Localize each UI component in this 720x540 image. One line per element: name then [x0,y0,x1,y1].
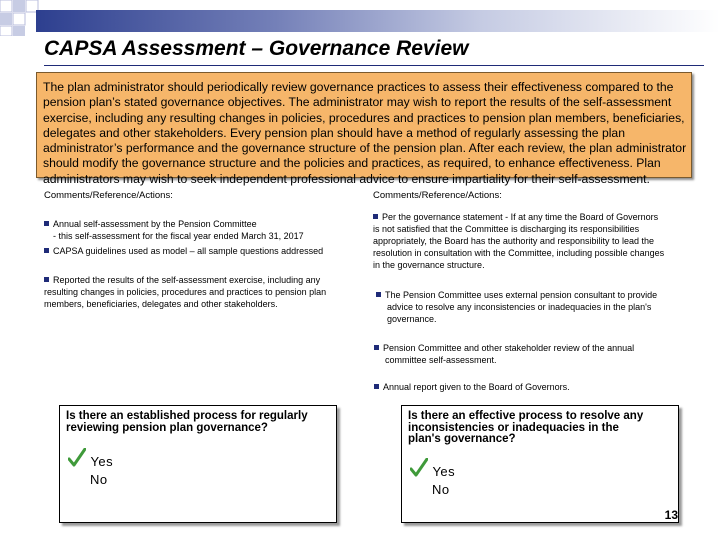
note-line [44,274,326,286]
note-text: governance. [387,314,437,324]
intro-line: pension plan’s stated governance objectives. The administrator may wish to report the results of the self-assessment [43,95,672,110]
square-bullet-icon [374,345,379,350]
note-text: members, beneficiaries, delegates and other stakeholders. [44,299,278,309]
question-line: reviewing pension plan governance? [66,421,268,434]
note-text: - this self-assessment for the fiscal year ended March 31, 2017 [53,231,304,241]
left-note-3 [44,274,326,310]
note-text: appropriately, the Board has the authority and responsibility to lead the [373,236,655,246]
note-line [373,211,664,223]
note-line [44,218,304,230]
square-bullet-icon [373,214,378,219]
page-number: 13 [664,508,678,522]
note-text: is not satisfied that the Committee is discharging its responsibilities [373,224,640,234]
square-bullet-icon [376,292,381,297]
note-line [374,342,634,354]
note-line [374,381,570,393]
right-note-2 [376,289,657,325]
checkmark-icon [410,458,428,478]
note-line [44,245,323,257]
note-text: The Pension Committee uses external pension consultant to provide [385,290,658,300]
right-note-1 [373,211,664,271]
no-label: No [90,472,108,487]
yes-label: Yes [432,463,456,479]
square-bullet-icon [44,248,49,253]
question-line: inconsistencies or inadequacies in the [408,421,619,434]
question-line: plan's governance? [408,433,516,445]
left-note-1 [44,218,304,242]
note-line [376,289,657,301]
yes-option [410,458,678,481]
intro-line: The plan administrator should periodically review governance practices to assess their effectiveness compared to the [43,80,674,94]
note-text: resolution in consultation with the Committee, including possible changes [373,248,665,258]
right-note-4 [374,381,570,393]
square-bullet-icon [374,384,379,389]
note-text: advice to resolve any inconsistencies or inadequacies in the plan's [387,302,652,312]
intro-line: should modify the governance structure and the policies and practices, as required, to enhance effectiveness. Plan [43,156,661,171]
note-text: Annual report given to the Board of Governors. [383,382,570,392]
note-text: Per the governance statement - If at any time the Board of Governors [382,212,659,222]
no-label: No [432,481,450,497]
right-note-3 [374,342,634,366]
question-line: Is there an established process for regularly [66,410,308,422]
note-text: CAPSA guidelines used as model – all sample questions addressed [53,246,324,256]
left-note-2 [44,245,323,257]
yes-option [68,448,336,471]
note-text: Annual self-assessment by the Pension Committee [53,219,257,229]
title-divider [44,65,704,66]
left-question-box [59,405,337,523]
square-bullet-icon [44,221,49,226]
note-text: Reported the results of the self-assessment exercise, including any [53,275,321,285]
intro-line: administrators may wish to seek independent professional advice to ensure impartiality for their self-assessment. [43,171,650,186]
left-column-heading: Comments/Reference/Actions: [44,190,173,201]
intro-line: delegates and other stakeholders. Every pension plan should have a method of regularly assessing the plan [43,125,625,140]
right-column-heading: Comments/Reference/Actions: [373,190,502,201]
intro-text-box [36,72,692,186]
note-text: Pension Committee and other stakeholder review of the annual [383,343,635,353]
square-bullet-icon [44,277,49,282]
header-band [36,10,720,32]
yes-label: Yes [90,454,114,469]
note-text: in the governance structure. [373,260,485,270]
checkmark-icon [68,448,86,468]
page-title: CAPSA Assessment – Governance Review [44,37,469,60]
right-question-box [401,405,679,523]
note-text: resulting changes in policies, procedures and practices to pension plan [44,287,327,297]
intro-line: administrator’s performance and the governance structure of the pension plan. After each review, the plan administrator [43,141,687,156]
intro-line: exercise, including any resulting changes in policies, procedures and practices to pension plan members, beneficiaries, [43,110,685,125]
question-line: Is there an effective process to resolve any [408,410,644,422]
note-text: committee self-assessment. [385,355,497,365]
